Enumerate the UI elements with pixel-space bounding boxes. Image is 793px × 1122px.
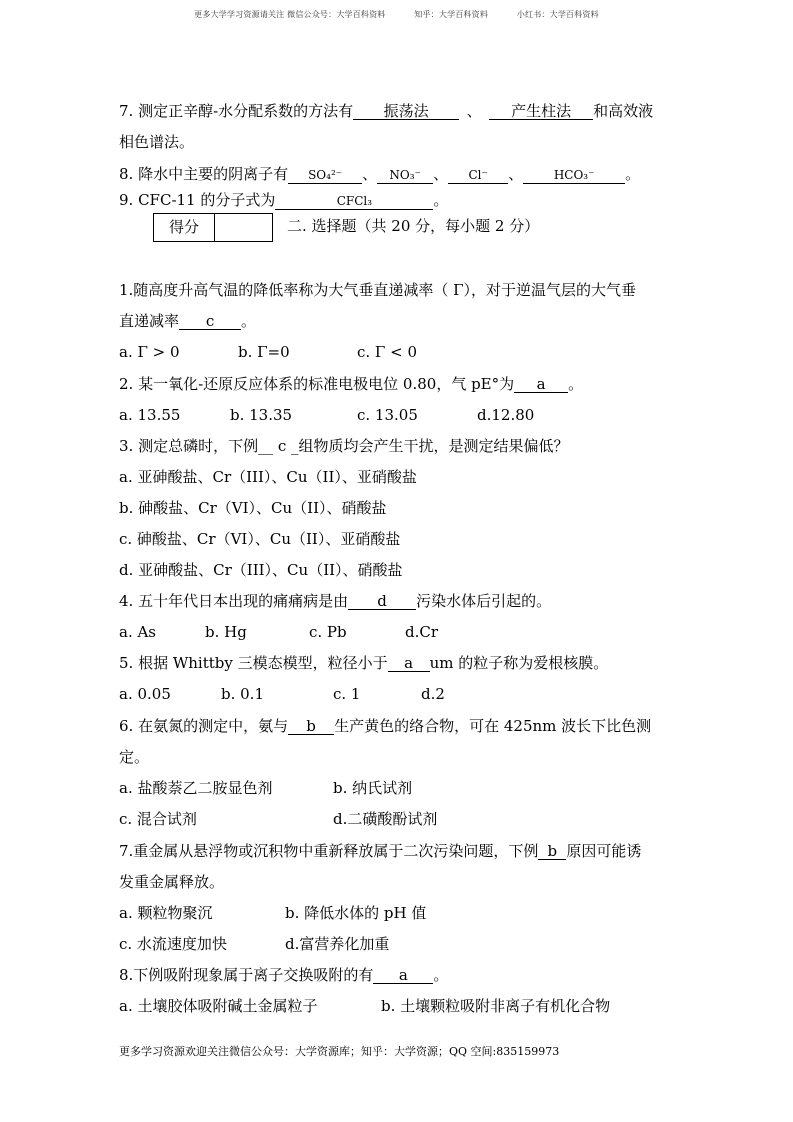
fill-q9-end: 。	[433, 191, 449, 209]
mc-q5-option-b: b. 0.1	[221, 685, 264, 703]
mc-q7-prompt: 7.重金属从悬浮物或沉积物中重新释放属于二次污染问题，下例	[119, 842, 539, 860]
mc-q5-prompt: 5. 根据 Whittby 三模态模型，粒径小于	[119, 654, 388, 672]
mc-q4-option-c: c. Pb	[309, 623, 347, 641]
mc-q4-option-d: d.Cr	[405, 623, 439, 641]
mc-q3-option-d: d. 亚砷酸盐、Cr（III）、Cu（II）、硝酸盐	[119, 561, 403, 579]
header-wechat-text: 更多大学学习资源请关注 微信公众号：大学百科资料	[194, 10, 386, 19]
mc-q6-option-b: b. 纳氏试剂	[333, 779, 413, 797]
mc-q1-prompt: 直递减率	[119, 312, 180, 330]
section-title: 二. 选择题（共 20 分，每小题 2 分）	[287, 217, 540, 235]
fill-q8-prompt: 8. 降水中主要的阴离子有	[119, 165, 289, 183]
fill-q7-suffix: 和高效液	[593, 102, 654, 120]
mc-q3-line: 3. 测定总磷时，下例__ c _组物质均会产生干扰，是测定结果偏低？	[119, 437, 569, 455]
mc-q6-line1	[119, 716, 651, 736]
page-footer: 更多学习资源欢迎关注微信公众号：大学资源库；知乎：大学资源；QQ 空间:835159973	[119, 1045, 560, 1058]
mc-q2-option-a: a. 13.55	[119, 406, 181, 424]
mc-q2-line	[119, 374, 583, 394]
fill-q9-line	[119, 190, 448, 210]
mc-q1-answer: c	[179, 314, 241, 330]
mc-q8-prompt: 8.下例吸附现象属于离子交换吸附的有	[119, 966, 374, 984]
fill-q8-answer-1: SO₄²⁻	[288, 168, 362, 184]
mc-q6-suffix: 生产黄色的络合物，可在 425nm 波长下比色测	[334, 717, 652, 735]
mc-q5-option-a: a. 0.05	[119, 685, 171, 703]
mc-q2-answer: a	[514, 377, 568, 393]
mc-q1-line1: 1.随高度升高气温的降低率称为大气垂直递减率（ Γ），对于逆温气层的大气垂	[119, 281, 636, 299]
mc-q7-option-d: d.富营养化加重	[285, 935, 390, 953]
mc-q7-option-c: c. 水流速度加快	[119, 935, 227, 953]
header-xiaohongshu-text: 小红书：大学百科资料	[516, 10, 599, 19]
mc-q4-suffix: 污染水体后引起的。	[416, 592, 552, 610]
mc-q7-answer: b	[538, 844, 566, 860]
mc-q6-option-c: c. 混合试剂	[119, 810, 197, 828]
mc-q5-suffix: um 的粒子称为爱根核膜。	[429, 654, 609, 672]
mc-q6-prompt: 6. 在氨氮的测定中，氨与	[119, 717, 289, 735]
mc-q7-suffix: 原因可能诱	[566, 842, 642, 860]
mc-q6-answer: b	[288, 719, 334, 735]
mc-q1-end: 。	[241, 312, 257, 330]
fill-q8-answer-4: HCO₃⁻	[523, 168, 625, 184]
score-box	[153, 213, 273, 242]
fill-q7-line2: 相色谱法。	[119, 133, 195, 151]
mc-q5-option-d: d.2	[421, 685, 445, 703]
mc-q6-line2: 定。	[119, 748, 150, 766]
fill-q8-sep-3: 、	[508, 165, 524, 183]
fill-q8-sep-1: 、	[362, 165, 378, 183]
fill-q7-line1	[119, 101, 653, 121]
page-header	[0, 9, 793, 20]
mc-q7-line1	[119, 841, 641, 861]
mc-q7-option-b: b. 降低水体的 pH 值	[285, 904, 427, 922]
mc-q4-line	[119, 591, 551, 611]
mc-q8-line	[119, 965, 448, 985]
mc-q5-line	[119, 653, 608, 673]
fill-q8-end: 。	[625, 165, 641, 183]
score-value-cell	[215, 214, 272, 241]
mc-q8-option-b: b. 土壤颗粒吸附非离子有机化合物	[381, 997, 611, 1015]
mc-q3-option-b: b. 砷酸盐、Cr（VI）、Cu（II）、硝酸盐	[119, 499, 387, 517]
mc-q6-option-a: a. 盐酸萘乙二胺显色剂	[119, 779, 273, 797]
header-zhihu-text: 知乎：大学百科资料	[414, 10, 489, 19]
fill-q9-answer: CFCl₃	[275, 194, 433, 210]
fill-q7-answer-2: 产生柱法	[489, 104, 593, 120]
mc-q4-option-b: b. Hg	[205, 623, 247, 641]
fill-q7-prompt: 7. 测定正辛醇-水分配系数的方法有	[119, 102, 354, 120]
fill-q8-answer-3: Cl⁻	[448, 168, 508, 184]
mc-q2-option-d: d.12.80	[477, 406, 535, 424]
fill-q8-sep-2: 、	[433, 165, 449, 183]
mc-q5-answer: a	[388, 656, 430, 672]
mc-q2-prompt: 2. 某一氧化-还原反应体系的标准电极电位 0.80，气 pE°为	[119, 375, 515, 393]
score-label: 得分	[154, 214, 215, 241]
mc-q1-option-b: b. Γ=0	[238, 343, 290, 361]
fill-q8-answer-2: NO₃⁻	[377, 168, 433, 184]
mc-q8-option-a: a. 土壤胶体吸附碱土金属粒子	[119, 997, 318, 1015]
mc-q2-option-b: b. 13.35	[230, 406, 293, 424]
mc-q3-option-c: c. 砷酸盐、Cr（VI）、Cu（II）、亚硝酸盐	[119, 530, 401, 548]
mc-q1-line2	[119, 311, 256, 331]
mc-q5-option-c: c. 1	[333, 685, 361, 703]
mc-q1-option-c: c. Γ < 0	[357, 343, 417, 361]
fill-q9-prompt: 9. CFC-11 的分子式为	[119, 191, 276, 209]
mc-q7-option-a: a. 颗粒物聚沉	[119, 904, 213, 922]
mc-q4-option-a: a. As	[119, 623, 157, 641]
mc-q2-option-c: c. 13.05	[357, 406, 418, 424]
mc-q4-prompt: 4. 五十年代日本出现的痛痛病是由	[119, 592, 349, 610]
fill-q7-separator: 、	[466, 102, 482, 120]
mc-q7-line2: 发重金属释放。	[119, 873, 225, 891]
mc-q8-end: 。	[433, 966, 449, 984]
mc-q3-option-a: a. 亚砷酸盐、Cr（III）、Cu（II）、亚硝酸盐	[119, 468, 417, 486]
mc-q1-option-a: a. Γ > 0	[119, 343, 180, 361]
mc-q4-answer: d	[348, 594, 416, 610]
fill-q8-line	[119, 164, 640, 184]
fill-q7-answer-1: 振荡法	[353, 104, 459, 120]
mc-q8-answer: a	[373, 968, 433, 984]
mc-q2-end: 。	[568, 375, 584, 393]
mc-q6-option-d: d.二磺酸酚试剂	[333, 810, 438, 828]
